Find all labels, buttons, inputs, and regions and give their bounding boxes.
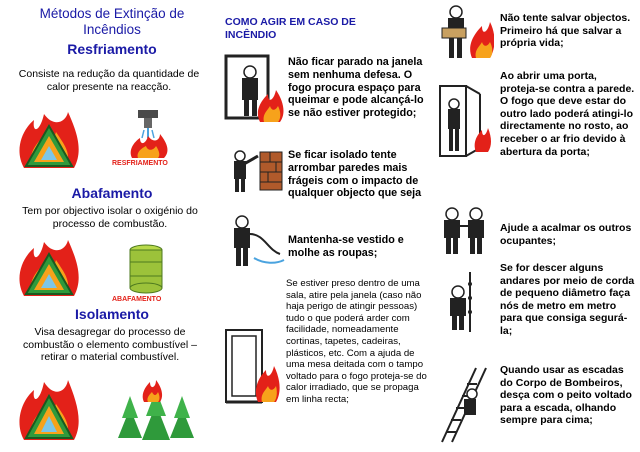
tip-trapped-room: Se estiver preso dentro de uma sala, atire pela janela (caso não haja perigo de atingir pessoas) tudo o que poderá arder com facilidade, nomeadamente cortinas, tapetes, cadeiras, plásticos, etc. Com a ajuda de uma mesa deitada com o tampo voltado para o fogo proteja-se do calor irradiado, que se propaga em linha recta; — [286, 278, 427, 405]
trees-illustration — [116, 378, 198, 444]
label-resfriamento: RESFRIAMENTO — [112, 160, 168, 167]
door-fire-illustration — [224, 326, 280, 406]
window-fire-illustration — [224, 52, 284, 126]
tip-wet-clothes: Mantenha-se vestido e molhe as roupas; — [288, 234, 404, 259]
ladder-descent-illustration — [436, 364, 492, 444]
tip-save-objects: Não tente salvar objectos. Primeiro há que salvar a própria vida; — [500, 12, 631, 50]
barrel-illustration — [118, 240, 174, 296]
wet-clothes-illustration — [224, 214, 286, 268]
label-abafamento: ABAFAMENTO — [112, 296, 162, 303]
text-resfriamento: Consiste na redução da quantidade de calor presente na reacção. — [18, 68, 200, 93]
middle-title: COMO AGIR EM CASO DE INCÊNDIO — [225, 16, 356, 41]
fire-triangle-illustration — [14, 110, 84, 170]
break-wall-illustration — [224, 146, 286, 194]
rope-descent-illustration — [436, 272, 492, 332]
heading-resfriamento: Resfriamento — [67, 41, 157, 57]
heading-abafamento: Abafamento — [71, 185, 153, 201]
text-abafamento: Tem por objectivo isolar o oxigénio do processo de combustão. — [22, 205, 198, 230]
text-isolamento: Visa desagregar do processo de combustão o elemento combustível – retirar o material combustível. — [23, 326, 197, 363]
tip-window: Não ficar parado na janela sem nenhuma defesa. O fogo procura espaço para queimar e pode alcançá-lo se não estiver protegido; — [288, 56, 424, 120]
tip-calm-occupants: Ajude a acalmar os outros ocupantes; — [500, 222, 632, 247]
tip-break-wall: Se ficar isolado tente arrombar paredes mais frágeis com o impacto de qualquer objecto que seja — [288, 149, 422, 200]
cooling-illustration — [114, 108, 184, 160]
fire-triangle-illustration — [14, 378, 84, 442]
fire-triangle-illustration — [14, 238, 84, 298]
tip-ladder-descent: Quando usar as escadas do Corpo de Bombeiros, desça com o peito voltado para a escada, olhando sempre para cima; — [500, 364, 632, 427]
calming-people-illustration — [436, 206, 492, 256]
carrying-objects-illustration — [436, 4, 494, 60]
left-title: Métodos de Extinção de Incêndios — [39, 6, 185, 37]
heading-isolamento: Isolamento — [75, 306, 149, 322]
open-door-illustration — [436, 82, 492, 160]
tip-open-door: Ao abrir uma porta, proteja-se contra a parede. O fogo que deve estar do outro lado poderá atingi-lo directamente no rosto, ao receber o ar frio devido à abertura da porta; — [500, 70, 635, 158]
tip-rope-descent: Se for descer alguns andares por meio de corda de pequeno diâmetro faça nós de metro em metro para que consiga segurá-la; — [500, 262, 635, 337]
